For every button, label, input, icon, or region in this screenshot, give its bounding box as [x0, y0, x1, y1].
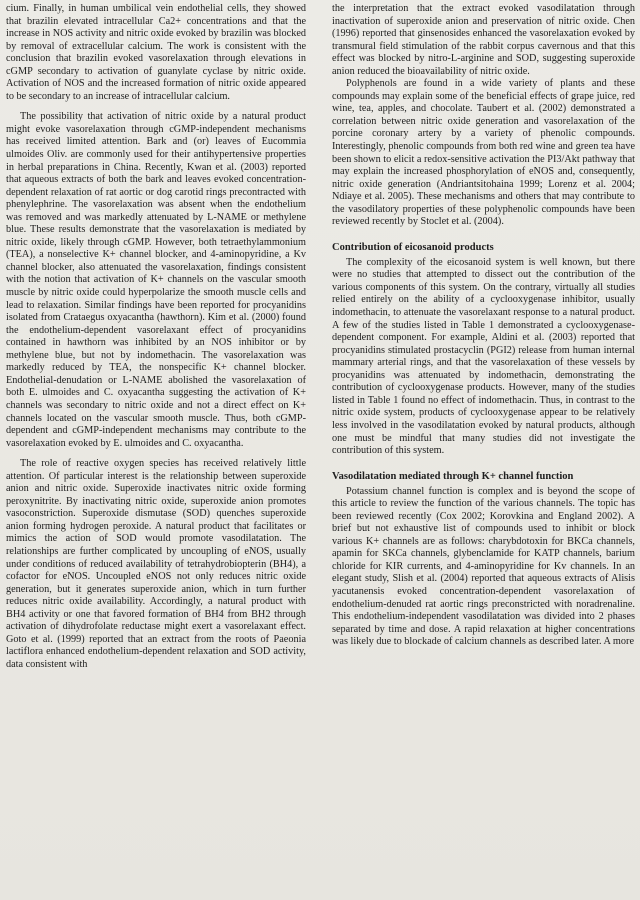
right-column: [332, 3, 635, 649]
section-heading: Contribution of eicosanoid products: [332, 241, 494, 253]
paragraph: The possibility that activation of nitric oxide by a natural product might evoke vasorelaxation through cGMP-independent mechanisms has received limited attention. Bark and (or) leaves of Eucommia ulmoides Oliv. are commonly used for their antihypertensive properties in herbal preparations in China. Recently, Kwan et al. (2003) reported that aqueous extracts of both the bark and leaves evoked concentration-dependent relaxation of rat aortic or dog carotid rings precontracted with phenylephrine. The vasorelaxation was absent when the endothelium was removed and was markedly attenuated by L-NAME or methylene blue. These results demonstrate that the vasorelaxation is mediated by nitric oxide, likely through cGMP. However, both tetraethylammonium (TEA), a nonselective K+ channel blocker, and 4-aminopyridine, a Kv channel blocker, also attenuated the vasorelaxation, findings consistent with the notion that activation of K+ channels on the vascular smooth muscle by nitric oxide could hyperpolarize the smooth muscle cells and lead to relaxation. Similar findings have been reported for procyanidins isolated from Crataegus oxyacantha (hawthorn). Kim et al. (2000) found the endothelium-dependent vasorelaxant effect of procyanidins contained in hawthorn was inhibited by an NOS inhibitor or by methylene blue, but not by indomethacin. The vasorelaxation was markedly reduced by TEA, the nonspecific K+ channel blocker. Endothelial-denudation or L-NAME abolished the vasorelaxation of both E. ulmoides and C. oxyacantha suggesting the activation of K+ channels was secondary to nitric oxide and not a direct effect on K+ channels located on the vascular smooth muscle. Thus, both cGMP-dependent and cGMP-independent mechanisms may contribute to the vasorelaxation evoked by E. ulmoides and C. oxyacantha.: [6, 111, 306, 449]
paragraph: Potassium channel function is complex and is beyond the scope of this article to review the function of the various channels. The topic has been reviewed recently (Cox 2002; Korovkina and England 2002). A brief but not exhaustive list of compounds used to inhibit or block various K+ channels are as follows: charybdotoxin for BKCa channels, apamin for SKCa channels, glybenclamide for KATP channels, barium chloride for KIR currents, and 4-aminopyridine for Kv channels. In an elegant study, Slish et al. (2004) reported that aqueous extracts of Alisis yacutanensis evoked concentration-dependent vasorelaxation of endothelium-denuded rat aortic rings preconstricted with noradrenaline. This endothelium-independent vasodilatation was divided into 2 phases separated by time and dose. A rapid relaxation at higher concentrations was likely due to blockade of calcium channels as described later. A more: [332, 485, 635, 648]
left-column: [6, 3, 306, 671]
paragraph: The role of reactive oxygen species has received relatively little attention. Of particular interest is the relationship between superoxide anion and nitric oxide. Superoxide inactivates nitric oxide forming peroxynitrite. By inactivating nitric oxide, superoxide anion promotes vasoconstriction. Superoxide dismutase (SOD) quenches superoxide anion forming hydrogen peroxide. A natural product that facilitates or mimics the action of SOD would promote vasodilatation. The relationships are further complicated by uncoupling of eNOS, usually under conditions of reduced availability of tetrahydrobiopterin (BH4), a cofactor for eNOS. Uncoupled eNOS not only reduces nitric oxide generation, but it generates superoxide anion, which in turn further reduces nitric oxide availability. Accordingly, a natural product with BH4 activity or one that favored formation of BH4 from BH2 through activation of dihydrofolate reductase might exert a vasorelaxant effect. Goto et al. (1999) reported that an extract from the roots of Paeonia lactiflora enhanced endothelium-dependent relaxation and SOD activity, data consistent with: [6, 458, 306, 670]
paragraph: cium. Finally, in human umbilical vein endothelial cells, they showed that brazilin elevated intracellular Ca2+ concentrations and that the increase in NOS activity and nitric oxide evoked by brazilin was blocked by removal of extracellular calcium. The work is consistent with the conclusion that brazilin evoked vasorelaxation through elevations in cGMP secondary to activation of guanylate cyclase by nitric oxide. Activation of NOS and the increased formation of nitric oxide appeared to be secondary to an increase of intracellular calcium.: [6, 3, 306, 102]
section-heading: Vasodilatation mediated through K+ channel function: [332, 470, 574, 482]
paragraph: the interpretation that the extract evoked vasodilatation through inactivation of superoxide anion and preservation of nitric oxide. Chen (1996) reported that ginsenosides enhanced the vasorelaxation evoked by transmural field stimulation of the rabbit corpus cavernous and that this effect was blocked by nitro-L-arginine and SOD, suggesting superoxide anion reduced the bioavailability of nitric oxide.: [332, 3, 635, 77]
paragraph: Polyphenols are found in a wide variety of plants and these compounds may explain some of the beneficial effects of grape juice, red wine, tea, apples, and chocolate. Taubert et al. (2002) demonstrated a correlation between nitric oxide generation and vasorelaxation of the porcine coronary artery by a variety of phenolic compounds. Interestingly, phenolic compounds from both red wine and green tea have been shown to elicit a redox-sensitive activation the PI3/Akt pathway that may explain the increased phosphorylation of eNOS and, consequently, nitric oxide generation (Andriantsitohaina 1999; Lorenz et al. 2004; Ndiaye et al. 2005). These mechanisms and others that may contribute to the vasodilatory properties of these polyphenolic compounds have been reviewed recently by Stoclet et al. (2004).: [332, 78, 635, 228]
paragraph: The complexity of the eicosanoid system is well known, but there were no studies that attempted to dissect out the contribution of the various components of this system. On the contrary, virtually all studies relied entirely on the ability of a cyclooxygenase inhibitor, usually indomethacin, to attenuate the vasorelaxant response to a natural product. A few of the studies listed in Table 1 demonstrated a cyclooxygenase-dependent component. For example, Aldini et al. (2003) reported that procyanidins stimulated prostacyclin (PGI2) release from human internal mammary arterial rings, and that the vasorelaxation of these vessels by procyanidins was attenuated by indomethacin, demonstrating the contribution of cyclooxygenase products. However, many of the studies listed in Table 1 found no effect of indomethacin. Thus, in contrast to the nitric oxide system, products of cyclooxygenase appear to be relatively less involved in the vasodilatation evoked by natural products, although one must be mindful that many studies did not investigate the contribution of this system.: [332, 256, 635, 457]
